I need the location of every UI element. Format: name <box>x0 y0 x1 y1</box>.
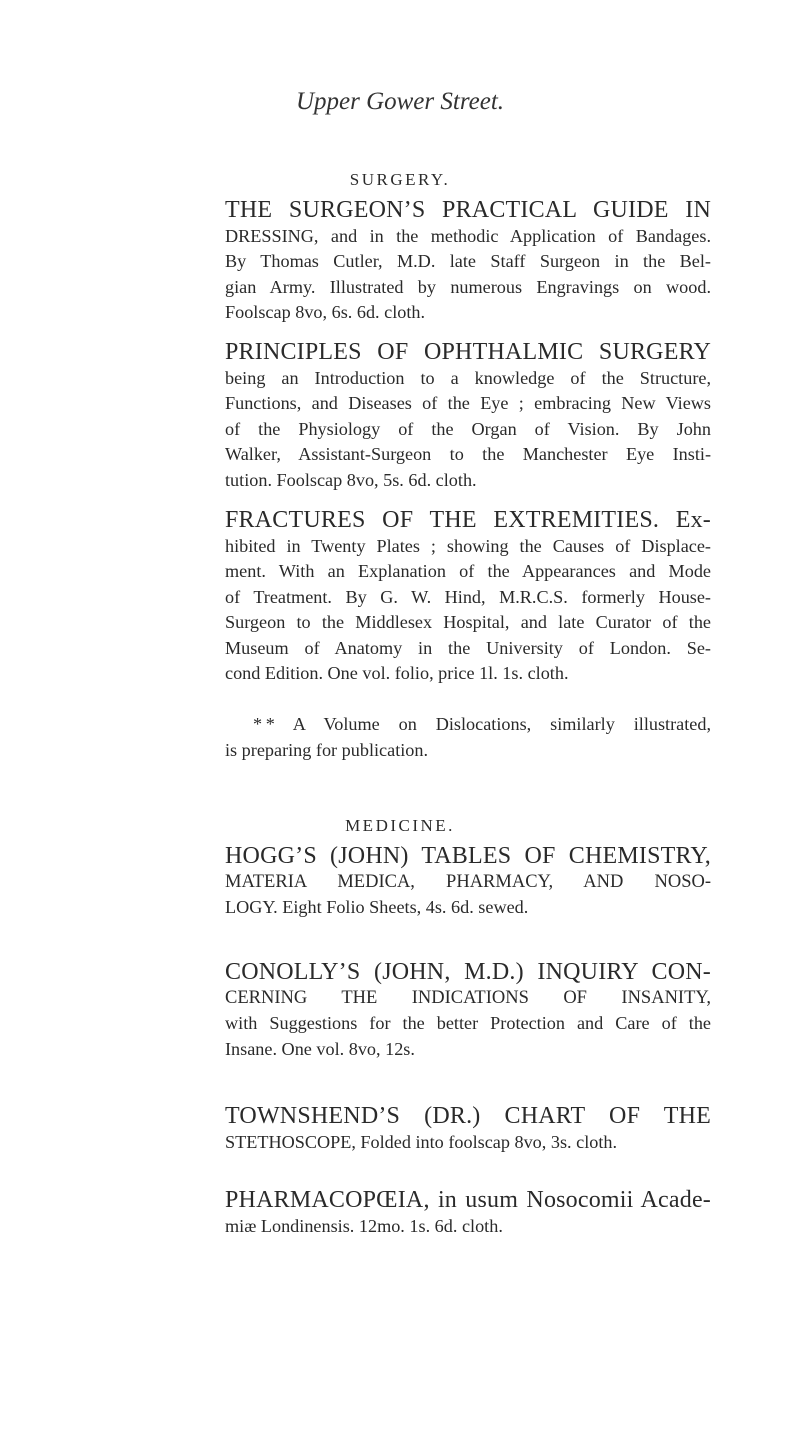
entry-line: Museum of Anatomy in the University of London. Se- <box>225 637 711 658</box>
entry-hoggs-tables <box>225 844 711 921</box>
entry-line: Surgeon to the Middlesex Hospital, and late Curator of the <box>225 612 711 632</box>
dislocations-note <box>225 712 711 763</box>
entry-title: HOGG’S (JOHN) TABLES OF CHEMISTRY, <box>225 843 711 869</box>
entry-line: of Treatment. By G. W. Hind, M.R.C.S. formerly House- <box>225 586 711 607</box>
entry-line: tution. Foolscap 8vo, 5s. 6d. cloth. <box>225 469 477 490</box>
entry-line: MATERIA MEDICA, PHARMACY, AND NOSO- <box>225 871 711 892</box>
section-heading-surgery: SURGERY. <box>349 170 451 189</box>
entry-line: CERNING THE INDICATIONS OF INSANITY, <box>225 987 711 1008</box>
entry-conollys-inquiry <box>225 960 711 1062</box>
entry-title: TOWNSHEND’S (DR.) CHART OF THE <box>225 1103 711 1129</box>
entry-line: with Suggestions for the better Protection and Care of the <box>225 1013 711 1033</box>
entry-title: FRACTURES OF THE EXTREMITIES. Ex- <box>225 507 711 533</box>
entry-pharmacopoeia <box>225 1188 711 1239</box>
entry-line: Foolscap 8vo, 6s. 6d. cloth. <box>225 302 426 322</box>
entry-ophthalmic-surgery <box>225 340 711 493</box>
entry-fractures-extremities <box>225 508 711 687</box>
entry-line: Insane. One vol. 8vo, 12s. <box>225 1038 415 1059</box>
entry-line: DRESSING, and in the methodic Application of Bandages. <box>225 225 711 246</box>
entry-line: miæ Londinensis. 12mo. 1s. 6d. cloth. <box>225 1215 503 1236</box>
entry-line: Walker, Assistant-Surgeon to the Manchester Eye Insti- <box>225 444 711 464</box>
entry-title: PHARMACOPŒIA, in usum Nosocomii Acade- <box>225 1187 711 1213</box>
entry-line: of the Physiology of the Organ of Vision. By John <box>225 418 711 439</box>
note-line: * * A Volume on Dislocations, similarly illustrated, <box>253 714 711 734</box>
running-head: Upper Gower Street. <box>295 88 505 115</box>
entry-line: cond Edition. One vol. folio, price 1l. 1s. cloth. <box>225 663 569 683</box>
entry-line: Functions, and Diseases of the Eye ; embracing New Views <box>225 393 711 413</box>
entry-line: By Thomas Cutler, M.D. late Staff Surgeon in the Bel- <box>225 251 711 271</box>
entry-line: gian Army. Illustrated by numerous Engravings on wood. <box>225 276 711 297</box>
entry-line: LOGY. Eight Folio Sheets, 4s. 6d. sewed. <box>225 897 529 917</box>
entry-surgeons-practical-guide <box>225 198 711 326</box>
entry-title: PRINCIPLES OF OPHTHALMIC SURGERY <box>225 339 711 365</box>
section-heading-medicine: MEDICINE. <box>345 816 455 835</box>
note-line: is preparing for publication. <box>225 739 429 760</box>
entry-townshends-chart <box>225 1104 711 1155</box>
entry-title: THE SURGEON’S PRACTICAL GUIDE IN <box>225 197 711 223</box>
entry-line: being an Introduction to a knowledge of the Structure, <box>225 367 711 388</box>
entry-line: hibited in Twenty Plates ; showing the Causes of Displace- <box>225 535 711 556</box>
entry-line: STETHOSCOPE, Folded into foolscap 8vo, 3s. cloth. <box>225 1131 618 1152</box>
entry-title: CONOLLY’S (JOHN, M.D.) INQUIRY CON- <box>225 959 711 985</box>
entry-line: ment. With an Explanation of the Appearances and Mode <box>225 561 711 581</box>
